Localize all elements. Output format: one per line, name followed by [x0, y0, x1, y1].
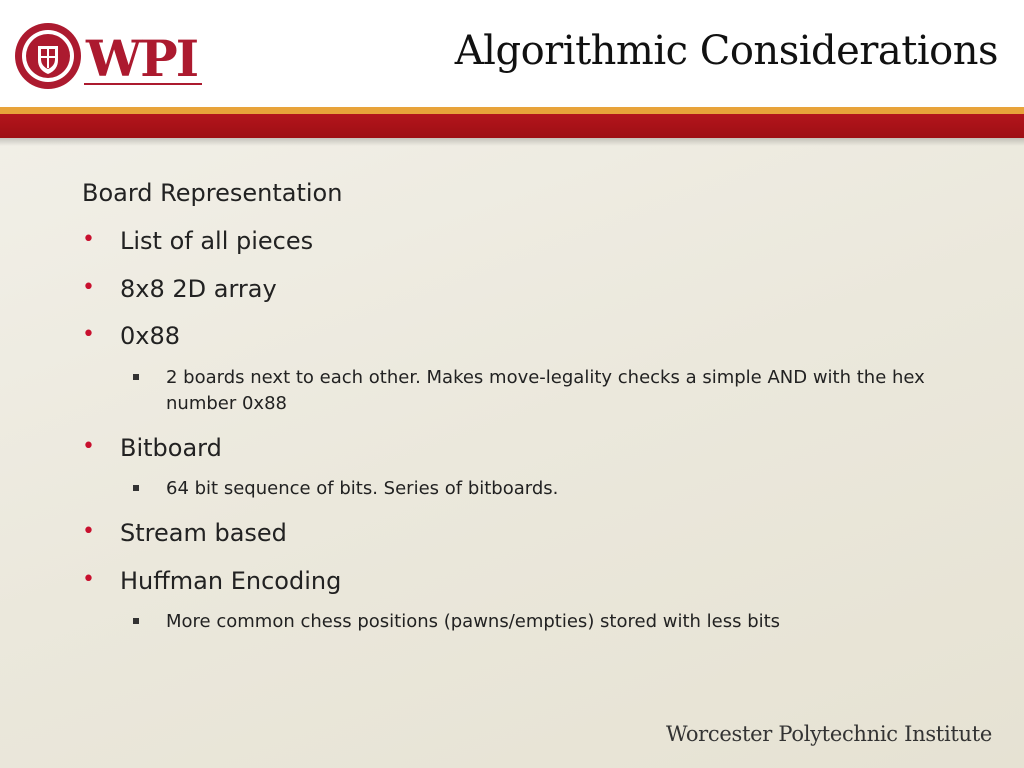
bullet-item — [82, 435, 962, 461]
sub-bullet-item — [82, 476, 962, 502]
section-heading: Board Representation — [82, 179, 343, 207]
slide-body — [82, 180, 962, 653]
bullet-dot-icon: • — [82, 566, 95, 592]
sub-bullet-text: 2 boards next to each other. Makes move-legality checks a simple AND with the hex number 0x88 — [166, 366, 925, 414]
bullet-item — [82, 276, 962, 302]
bullet-text: List of all pieces — [120, 227, 314, 256]
slide-title: Algorithmic Considerations — [454, 28, 998, 74]
bullet-dot-icon: • — [82, 519, 95, 545]
sub-bullet-item — [82, 609, 962, 635]
bullet-text: Huffman Encoding — [120, 566, 342, 595]
bullet-dot-icon: • — [82, 227, 95, 253]
bullet-item — [82, 323, 962, 349]
sub-bullet-item — [82, 365, 962, 417]
bullet-text: Bitboard — [120, 433, 222, 462]
square-bullet-icon — [133, 485, 139, 491]
bullet-text: Stream based — [120, 519, 287, 548]
gold-stripe — [0, 107, 1024, 114]
wpi-seal-icon — [14, 20, 204, 92]
sub-bullet-text: 64 bit sequence of bits. Series of bitboards. — [166, 478, 559, 500]
bullet-dot-icon: • — [82, 274, 95, 300]
stripe-shadow — [0, 138, 1024, 146]
bullet-text: 0x88 — [120, 322, 181, 351]
bullet-dot-icon: • — [82, 322, 95, 348]
wpi-logo — [14, 20, 204, 92]
bullet-item — [82, 520, 962, 546]
square-bullet-icon — [133, 374, 139, 380]
svg-text:WPI: WPI — [86, 29, 198, 88]
square-bullet-icon — [133, 618, 139, 624]
slide-header — [0, 0, 1024, 108]
bullet-item — [82, 228, 962, 254]
bullet-dot-icon: • — [82, 433, 95, 459]
bullet-item — [82, 568, 962, 594]
footer-institution: Worcester Polytechnic Institute — [665, 722, 992, 746]
bullet-text: 8x8 2D array — [120, 274, 277, 303]
red-stripe — [0, 114, 1024, 138]
sub-bullet-text: More common chess positions (pawns/empties) stored with less bits — [166, 611, 781, 633]
